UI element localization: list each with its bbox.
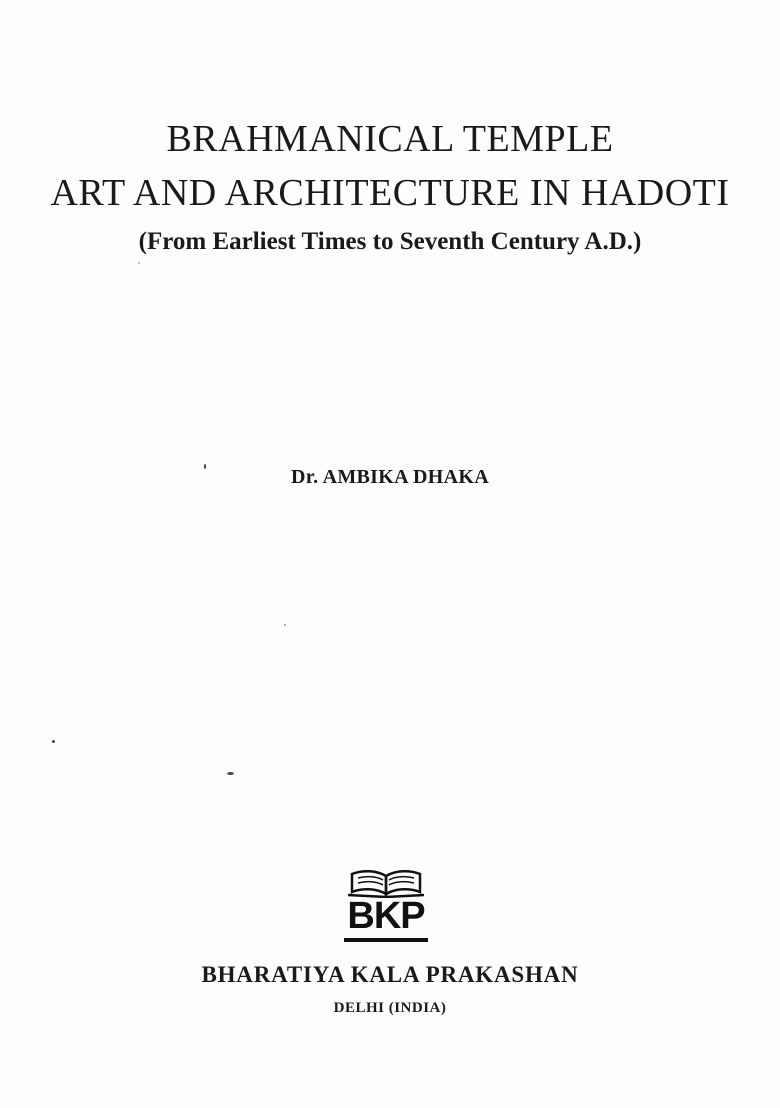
open-book-icon xyxy=(346,868,426,898)
scan-speck xyxy=(204,464,206,469)
publisher-logo xyxy=(340,868,432,946)
scan-speck xyxy=(227,772,234,775)
scan-speck xyxy=(52,740,55,743)
logo-text: BKP xyxy=(347,895,425,937)
logo-underline xyxy=(344,938,428,942)
book-title-line-1: BRAHMANICAL TEMPLE xyxy=(166,118,614,160)
author-name: Dr. AMBIKA DHAKA xyxy=(291,466,489,488)
publisher-name: BHARATIYA KALA PRAKASHAN xyxy=(201,962,579,987)
title-block xyxy=(0,112,780,258)
publisher-place: DELHI (INDIA) xyxy=(333,1000,447,1016)
scan-speck xyxy=(138,262,140,264)
book-subtitle: (From Earliest Times to Seventh Century A.D.) xyxy=(138,228,642,255)
book-title-line-2: ART AND ARCHITECTURE IN HADOTI xyxy=(50,172,730,214)
scan-speck xyxy=(284,624,286,626)
